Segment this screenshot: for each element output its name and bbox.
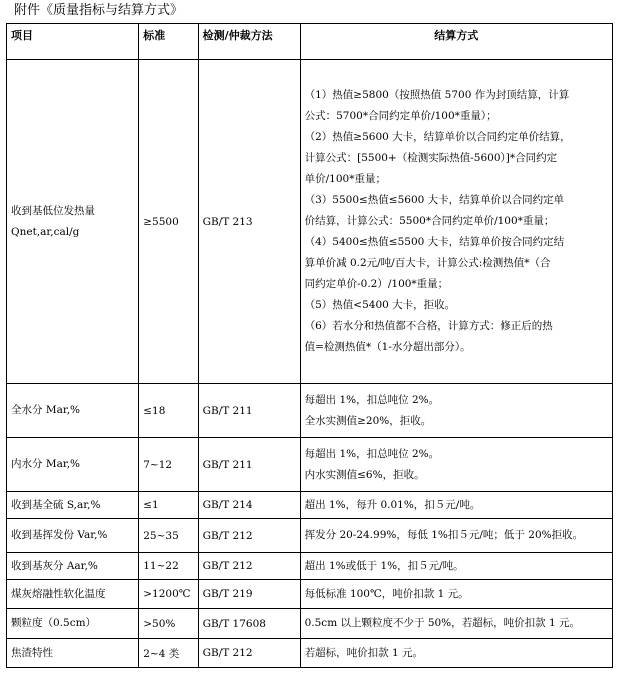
cell-method: GB/T 214 (198, 492, 300, 519)
cell-settlement (300, 609, 612, 639)
cell-standard: ≤18 (139, 384, 198, 438)
cell-settlement (300, 553, 612, 580)
settlement-line: 值=检测热值*（1-水分超出部分）。 (304, 341, 471, 353)
item-line: 内水分 Mar,% (11, 458, 81, 470)
cell-settlement (300, 384, 612, 438)
settlement-line: 计算公式：[5500+（检测实际热值-5600）]*合同约定 (304, 152, 558, 164)
settlement-line: （4）5400≤热值≤5500 大卡，结算单价按合同约定结 (304, 236, 565, 248)
cell-method: GB/T 213 (198, 60, 300, 384)
table-body (7, 60, 613, 668)
cell-item (7, 580, 139, 609)
cell-method: GB/T 219 (198, 580, 300, 609)
settlement-line: 价结算，计算公式：5500*合同约定单价/100*重量； (304, 215, 555, 227)
cell-item (7, 492, 139, 519)
item-line: 焦渣特性 (11, 646, 53, 659)
settlement-line: 算单价减 0.2元/吨/百大卡，计算公式:检测热值*（合 (304, 257, 551, 269)
table-row (7, 639, 613, 668)
cell-settlement (300, 519, 612, 553)
settlement-line: 0.5cm 以上颗粒度不少于 50%，若超标，吨价扣款 1 元。 (304, 617, 581, 629)
cell-settlement (300, 580, 612, 609)
settlement-line: （5）热值<5400 大卡，拒收。 (304, 299, 456, 311)
cell-item (7, 384, 139, 438)
cell-standard: ≤1 (139, 492, 198, 519)
cell-method: GB/T 211 (198, 438, 300, 492)
item-line: 收到基全硫 S,ar,% (11, 498, 101, 511)
cell-standard: 7~12 (139, 438, 198, 492)
cell-standard: 2~4 类 (139, 639, 198, 668)
item-line: 收到基低位发热量 (11, 204, 95, 217)
cell-standard: >50% (139, 609, 198, 639)
settlement-line: 每超出 1%，扣总吨位 2%。 (304, 393, 440, 406)
cell-method: GB/T 211 (198, 384, 300, 438)
settlement-line: 每低标准 100℃，吨价扣款 1 元。 (304, 587, 469, 600)
settlement-line: （2）热值≥5600 大卡，结算单价以合同约定单价结算， (304, 131, 571, 143)
settlement-line: 挥发分 20-24.99%，每低 1%扣５元/吨；低于 20%拒收。 (304, 529, 584, 541)
item-line: 收到基挥发份 Var,% (11, 529, 108, 541)
table-header-row (7, 24, 613, 60)
item-line: Qnet,ar,cal/g (11, 225, 80, 238)
table-row (7, 580, 613, 609)
cell-method: GB/T 212 (198, 553, 300, 580)
cell-method: GB/T 212 (198, 639, 300, 668)
settlement-line: （1）热值≥5800（按照热值 5700 作为封顶结算，计算 (304, 89, 570, 101)
settlement-line: 内水实测值≤6%，拒收。 (304, 468, 425, 481)
item-line: 颗粒度（0.5cm） (11, 617, 97, 629)
header-settlement: 结算方式 (300, 24, 612, 60)
quality-settlement-table (6, 23, 613, 668)
settlement-line: 超出 1%或低于 1%，扣５元/吨。 (304, 559, 464, 572)
header-standard: 标准 (139, 24, 198, 60)
table-row (7, 553, 613, 580)
table-row (7, 438, 613, 492)
settlement-line: （3）5500≤热值≤5600 大卡，结算单价以合同约定单 (304, 194, 565, 206)
cell-standard: 25~35 (139, 519, 198, 553)
table-row (7, 60, 613, 384)
table-row (7, 384, 613, 438)
cell-settlement (300, 639, 612, 668)
settlement-line: （6）若水分和热值都不合格，计算方式：修正后的热 (304, 320, 553, 332)
item-line: 收到基灰分 Aar,% (11, 559, 98, 572)
table-row (7, 492, 613, 519)
cell-item (7, 639, 139, 668)
settlement-line: 超出 1%，每升 0.01%，扣５元/吨。 (304, 498, 481, 511)
item-line: 全水分 Mar,% (11, 404, 81, 416)
cell-settlement (300, 438, 612, 492)
cell-standard: 11~22 (139, 553, 198, 580)
cell-item (7, 609, 139, 639)
settlement-line: 每超出 1%，扣总吨位 2%。 (304, 447, 440, 460)
table-row (7, 609, 613, 639)
header-item: 项目 (7, 24, 139, 60)
header-method: 检测/仲裁方法 (198, 24, 300, 60)
settlement-line: 若超标，吨价扣款 1 元。 (304, 646, 423, 659)
document-title: 附件《质量指标与结算方式》 (14, 3, 184, 18)
cell-item (7, 519, 139, 553)
settlement-line: 单价/100*重量； (304, 173, 386, 185)
cell-standard: >1200℃ (139, 580, 198, 609)
item-line: 煤灰熔融性软化温度 (11, 587, 106, 600)
table-row (7, 519, 613, 553)
cell-method: GB/T 212 (198, 519, 300, 553)
cell-method: GB/T 17608 (198, 609, 300, 639)
cell-item (7, 438, 139, 492)
cell-item (7, 553, 139, 580)
cell-settlement (300, 60, 612, 384)
cell-standard: ≥5500 (139, 60, 198, 384)
settlement-line: 公式：5700*合同约定单价/100*重量）； (304, 110, 497, 122)
settlement-line: 同约定单价-0.2）/100*重量； (304, 278, 449, 290)
settlement-line: 全水实测值≥20%，拒收。 (304, 414, 432, 427)
cell-settlement (300, 492, 612, 519)
cell-item (7, 60, 139, 384)
